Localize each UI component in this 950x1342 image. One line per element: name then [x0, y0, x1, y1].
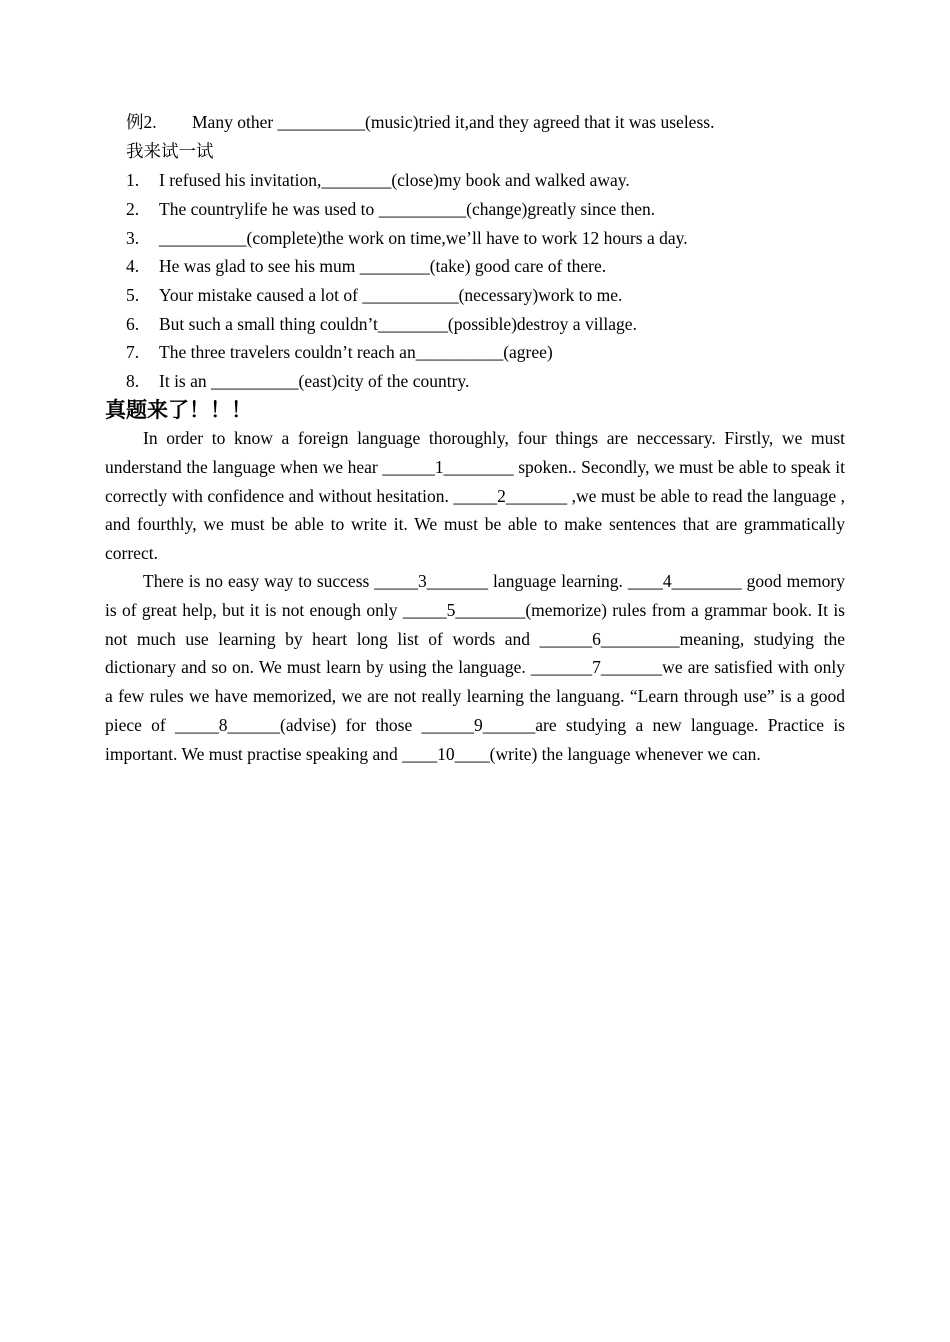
item-number: 3.	[126, 228, 140, 248]
item-text: __________(complete)the work on time,we’ll have to work 12 hours a day.	[159, 228, 688, 248]
item-number: 8.	[126, 371, 140, 391]
item-number: 7.	[126, 342, 140, 362]
exercise-item	[126, 314, 637, 334]
item-number: 5.	[126, 285, 140, 305]
item-text: The three travelers couldn’t reach an__________(agree)	[159, 342, 553, 362]
item-text: It is an __________(east)city of the country.	[159, 371, 470, 391]
exercise-item	[126, 170, 630, 190]
passage-paragraph: There is no easy way to success _____3_______ language learning. ____4________ good memory is of great help, but it is not enough only _____5________(memorize) rules from a grammar book. It is not much use learning by heart long list of words and ______6_________meaning, studying the dictionary and so on. We must learn by using the language. _______7_______we are satisfied with only a few rules we have memorized, we are not really learning the languang. “Learn through use” is a good piece of _____8______(advise) for those ______9______are studying a new language. Practice is important. We must practise speaking and ____10____(write) the language whenever we can.	[105, 571, 845, 764]
example-text: Many other __________(music)tried it,and they agreed that it was useless.	[192, 112, 715, 132]
exercise-item	[126, 342, 553, 362]
exercise-item	[126, 285, 622, 305]
exercise-item	[126, 199, 655, 219]
item-number: 2.	[126, 199, 140, 219]
exam-heading: 真题来了！！！	[105, 398, 252, 422]
example-label: 例2.	[126, 112, 157, 132]
exercise-item	[126, 256, 606, 276]
item-text: But such a small thing couldn’t________(possible)destroy a village.	[159, 314, 637, 334]
item-text: Your mistake caused a lot of ___________(necessary)work to me.	[159, 285, 623, 305]
exercise-item	[126, 228, 688, 248]
example-line	[126, 112, 714, 132]
item-text: I refused his invitation,________(close)my book and walked away.	[159, 170, 630, 190]
practice-title: 我来试一试	[126, 141, 214, 161]
item-number: 4.	[126, 256, 140, 276]
item-number: 6.	[126, 314, 140, 334]
item-number: 1.	[126, 170, 140, 190]
item-text: The countrylife he was used to __________(change)greatly since then.	[159, 199, 656, 219]
passage-paragraph: In order to know a foreign language thoroughly, four things are neccessary. Firstly, we must understand the language when we hear ______1________ spoken.. Secondly, we must be able to speak it correctly with confidence and without hesitation. _____2_______ ,we must be able to read the language , and fourthly, we must be able to write it. We must be able to make sentences that are grammatically correct.	[105, 428, 845, 564]
exercise-item	[126, 371, 469, 391]
item-text: He was glad to see his mum ________(take) good care of there.	[159, 256, 607, 276]
